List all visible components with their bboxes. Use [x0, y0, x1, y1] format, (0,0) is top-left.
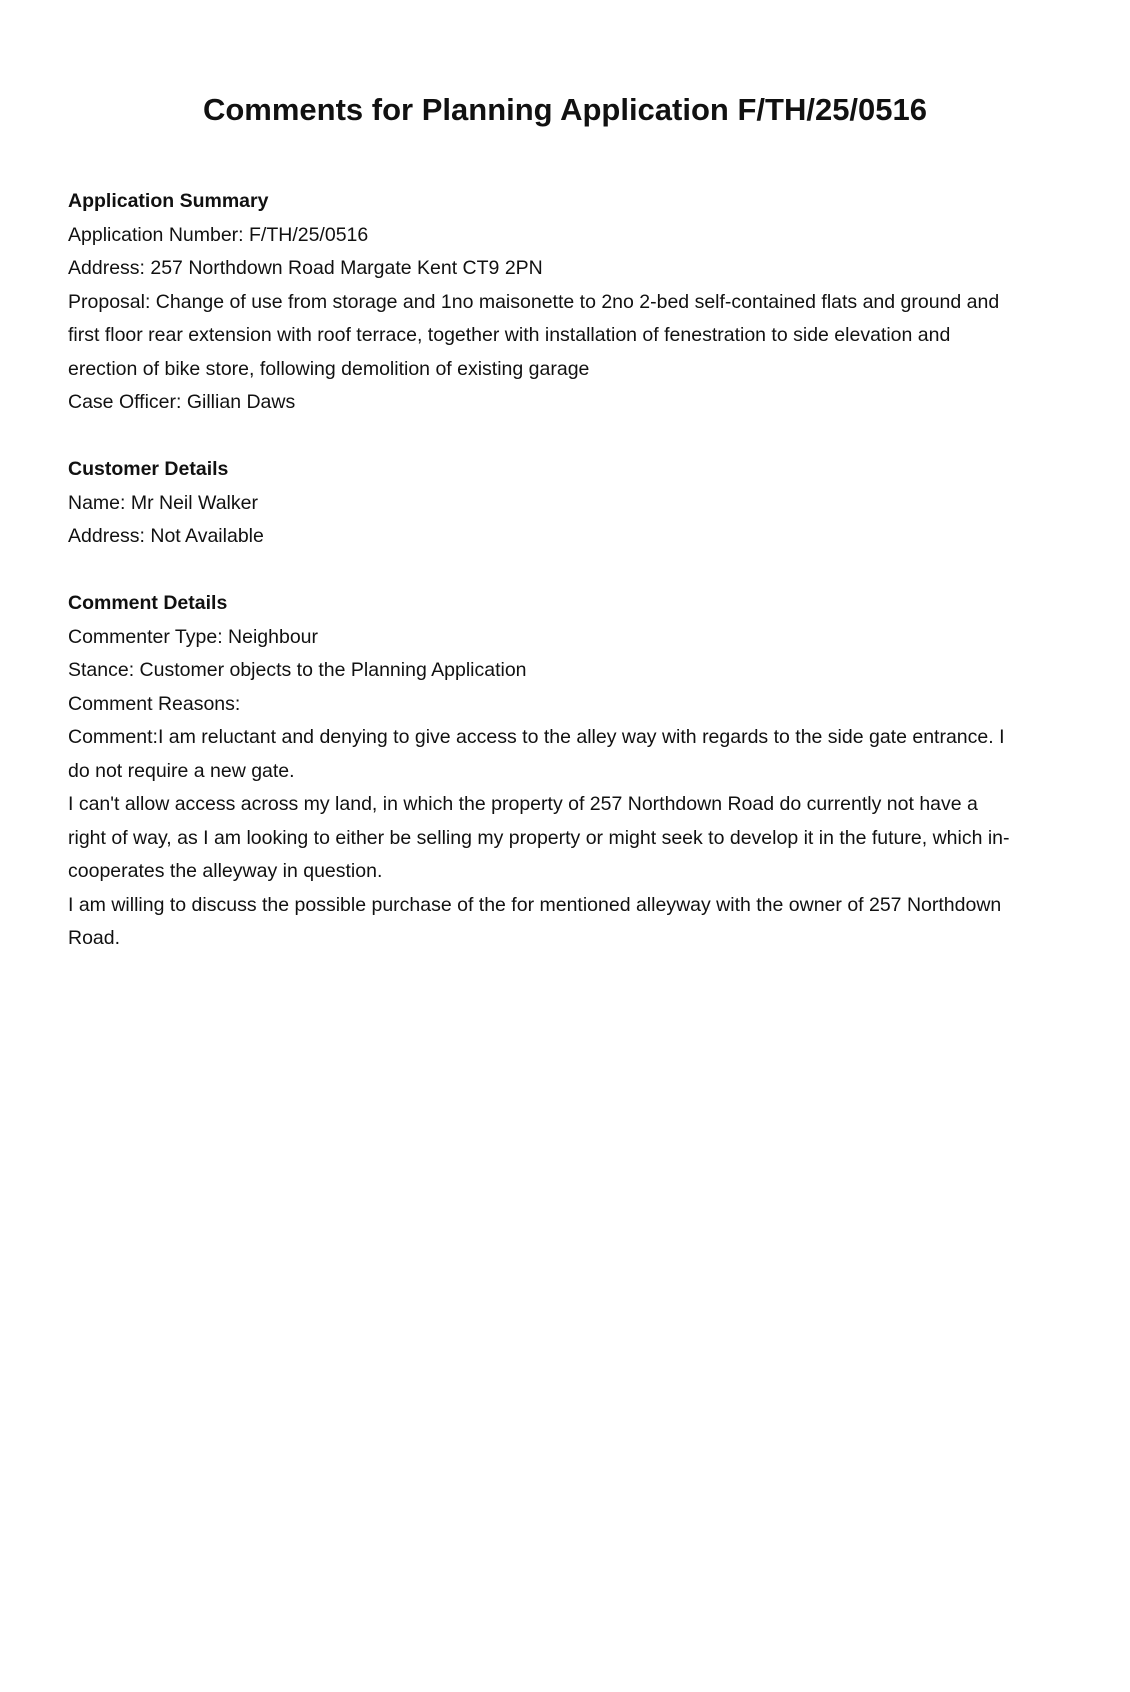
application-summary-heading: Application Summary — [68, 190, 269, 212]
section-customer-details — [68, 453, 1015, 554]
application-address-line: Address: 257 Northdown Road Margate Kent CT9 2PN — [68, 257, 543, 279]
customer-details-heading: Customer Details — [68, 458, 229, 480]
stance-line: Stance: Customer objects to the Planning Application — [68, 659, 527, 681]
customer-address-line: Address: Not Available — [68, 525, 264, 547]
commenter-type-line: Commenter Type: Neighbour — [68, 625, 319, 648]
comment-paragraph-1: Comment:I am reluctant and denying to give access to the alley way with regards to the side gate entrance. I do not require a new gate. — [68, 726, 1005, 782]
section-comment-details — [68, 587, 1015, 956]
section-application-summary — [68, 185, 1015, 420]
comment-paragraph-2: I can't allow access across my land, in which the property of 257 Northdown Road do currently not have a right of way, as I am looking to either be selling my property or might seek to develop it in the future, which in-cooperates the alleyway in question. — [68, 793, 1010, 882]
document-body — [68, 185, 1015, 956]
document-page — [0, 92, 1130, 1692]
comment-reasons-line: Comment Reasons: — [68, 692, 241, 715]
proposal-line: Proposal: Change of use from storage and 1no maisonette to 2no 2-bed self-contained flats and ground and first floor rear extension with roof terrace, together with installation of fenestration to side elevation and erection of bike store, following demolition of existing garage — [68, 290, 1000, 380]
customer-name-line: Name: Mr Neil Walker — [68, 491, 258, 514]
application-number-line: Application Number: F/TH/25/0516 — [68, 223, 369, 246]
page-title: Comments for Planning Application F/TH/25/0516 — [202, 92, 928, 127]
comment-details-heading: Comment Details — [68, 592, 228, 614]
case-officer-line: Case Officer: Gillian Daws — [68, 391, 296, 413]
comment-paragraph-3: I am willing to discuss the possible purchase of the for mentioned alleyway with the owner of 257 Northdown Road. — [68, 893, 1002, 949]
